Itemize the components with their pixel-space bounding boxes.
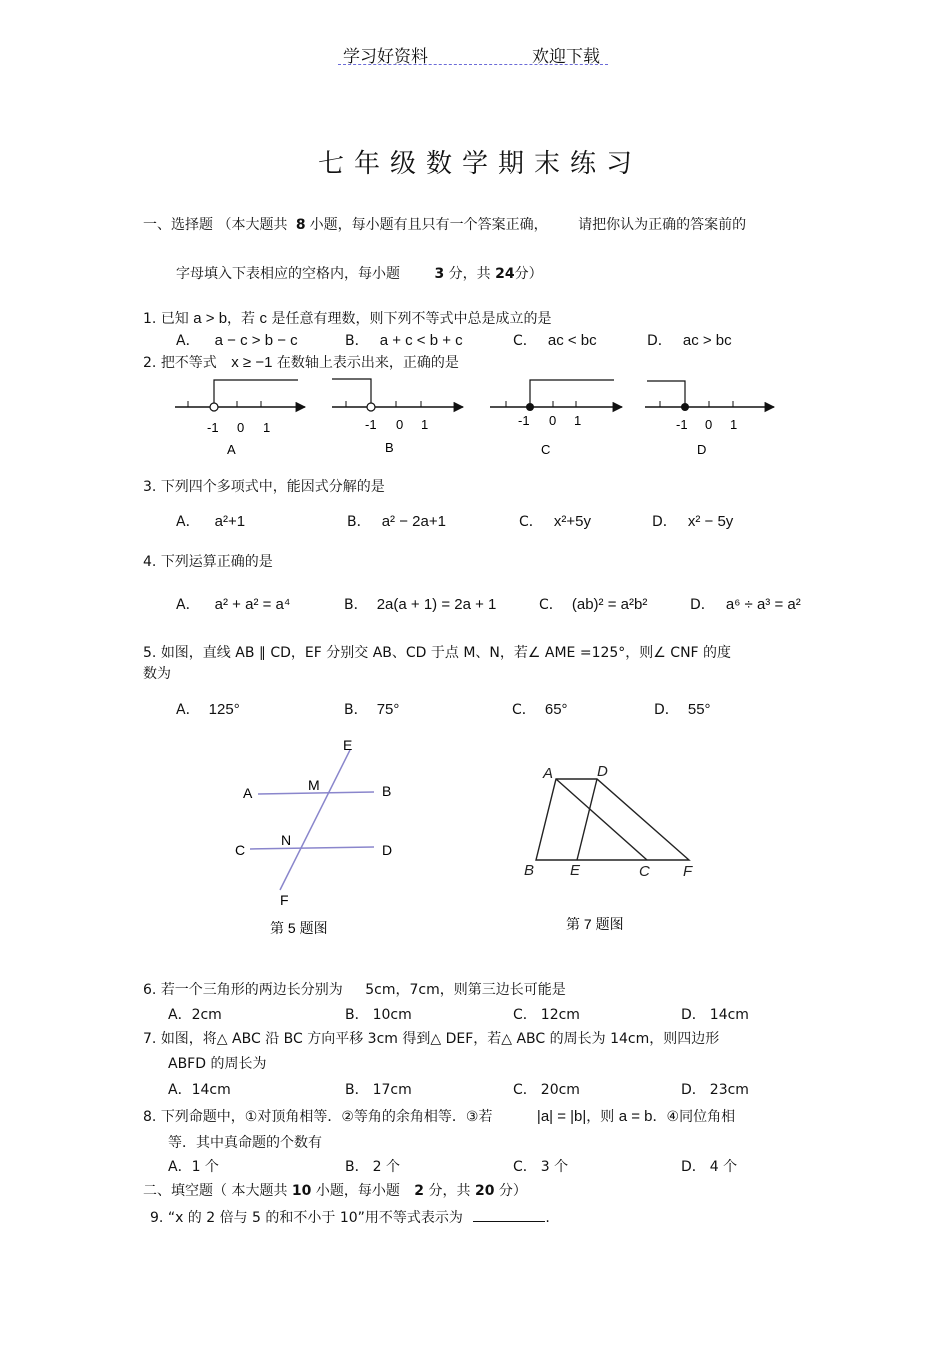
line-cd xyxy=(250,847,374,849)
q6-option-d: D． 14cm xyxy=(681,1007,749,1023)
option-label: B xyxy=(385,440,394,455)
point-label: C xyxy=(639,863,650,880)
header-left: 学习好资料 xyxy=(343,47,428,67)
q8-stem xyxy=(143,1106,735,1126)
tick-label: 1 xyxy=(730,417,738,432)
numberline-b xyxy=(332,379,463,455)
s1-count: 8 xyxy=(295,217,306,233)
q4-option-d: D． a⁶ ÷ a³ = a² xyxy=(690,596,801,613)
tick-label: 1 xyxy=(574,413,582,428)
q1-text-b: ，若 xyxy=(227,311,256,327)
q4-text: 下列运算正确的是 xyxy=(160,554,273,570)
q6-text-a: 若一个三角形的两边长分别为 xyxy=(160,982,343,998)
header-right: 欢迎下载 xyxy=(532,47,600,67)
s2-text-e: 分，共 xyxy=(428,1183,471,1199)
q9-answer-blank[interactable] xyxy=(473,1221,545,1222)
q3-option-c: C． x²+5y xyxy=(519,513,591,530)
page-title: 七年级数学期末练习 xyxy=(318,149,643,179)
q7-option-b: B． 17cm xyxy=(345,1082,412,1098)
figure-q5 xyxy=(235,737,392,908)
q1-text-a: 已知 xyxy=(160,311,189,327)
q8-option-d: D． 4 个 xyxy=(681,1159,738,1175)
point-label: B xyxy=(382,783,392,799)
s1-text2-a: 字母填入下表相应的空格内，每小题 xyxy=(176,266,400,282)
q9-stem xyxy=(150,1207,550,1227)
section1-line1 xyxy=(143,214,746,234)
q2-number-lines xyxy=(0,370,950,465)
figures xyxy=(0,730,950,945)
q6-stem xyxy=(143,979,566,999)
q6-option-a: A．2cm xyxy=(168,1007,222,1023)
point-label: M xyxy=(308,777,320,793)
tick-label: -1 xyxy=(365,417,377,432)
q3-text: 下列四个多项式中，能因式分解的是 xyxy=(160,479,385,495)
q1-option-b: B． a + c < b + c xyxy=(345,332,463,349)
q2-text-b: 在数轴上表示出来，正确的是 xyxy=(276,355,459,371)
point-label: C xyxy=(235,842,246,858)
q2-num: 2. xyxy=(143,355,157,371)
point-label: B xyxy=(524,862,535,879)
point-label: D xyxy=(382,842,393,858)
q8-expr: |a| = |b| xyxy=(536,1108,587,1125)
q7-stem xyxy=(143,1028,719,1048)
q5-num: 5. xyxy=(143,645,157,661)
q8-option-b: B． 2 个 xyxy=(345,1159,400,1175)
q1-option-d: D． ac > bc xyxy=(647,332,732,349)
point-label: E xyxy=(343,737,353,753)
q8-text-c: ．④同位角相 xyxy=(652,1109,736,1125)
q7-option-c: C． 20cm xyxy=(513,1082,580,1098)
q8-stem-line2: 等．其中真命题的个数有 xyxy=(168,1135,322,1151)
s2-count: 10 xyxy=(291,1183,312,1199)
q9-text: “x 的 2 倍与 5 的和不小于 10”用不等式表示为 xyxy=(167,1210,463,1226)
q5-option-d: D． 55° xyxy=(654,701,711,718)
tick-label: -1 xyxy=(518,413,530,428)
option-label: C xyxy=(541,442,551,457)
q3-option-a: A． a²+1 xyxy=(176,513,246,530)
numberline-c xyxy=(490,380,622,457)
s1-text-c: 小题，每小题有且只有一个答案正确， xyxy=(309,217,548,233)
q9-end: . xyxy=(545,1210,550,1226)
option-label: D xyxy=(697,442,707,457)
s2-text-a: 二、填空题（ 本大题共 xyxy=(143,1183,288,1199)
s1-text2-e: 分） xyxy=(514,266,543,282)
tick-label: 1 xyxy=(263,420,271,435)
q2-expr: x ≥ −1 xyxy=(231,354,273,371)
q3-option-d: D． x² − 5y xyxy=(652,513,734,530)
point-label: F xyxy=(683,863,693,880)
tick-label: -1 xyxy=(207,420,219,435)
q8-option-a: A．1 个 xyxy=(168,1159,219,1175)
q1-expr: a > b xyxy=(193,310,228,327)
q6-num: 6. xyxy=(143,982,157,998)
q5-option-c: C． 65° xyxy=(512,701,568,718)
q3-stem xyxy=(143,476,385,496)
point-label: N xyxy=(281,832,292,848)
tick-label: 0 xyxy=(237,420,245,435)
q8-text-b: ，则 xyxy=(586,1109,615,1125)
q1-option-a: A． a − c > b − c xyxy=(176,332,298,349)
s1-total: 24 xyxy=(495,266,515,282)
s1-text2-c: 分，共 xyxy=(448,266,491,282)
q1-option-c: C． ac < bc xyxy=(513,332,597,349)
q7-text: 如图，将△ ABC 沿 BC 方向平移 3cm 得到△ DEF，若△ ABC 的周长为 14cm，则四边形 xyxy=(160,1031,720,1047)
s2-text-g: 分） xyxy=(498,1183,527,1199)
fig7-caption: 第 7 题图 xyxy=(566,916,624,932)
point-label: E xyxy=(570,862,581,879)
q4-num: 4. xyxy=(143,554,157,570)
segment-ac xyxy=(556,779,647,860)
tick-label: 1 xyxy=(421,417,429,432)
point-label: A xyxy=(543,765,554,782)
q8-expr2: a = b xyxy=(618,1108,653,1125)
s2-total: 20 xyxy=(474,1183,495,1199)
section1-line2 xyxy=(176,263,543,283)
q7-stem-line2: ABFD 的周长为 xyxy=(168,1056,267,1072)
tick-label: -1 xyxy=(676,417,688,432)
s2-text-c: 小题，每小题 xyxy=(315,1183,400,1199)
q5-stem xyxy=(143,642,731,662)
q6-option-b: B． 10cm xyxy=(345,1007,412,1023)
q6-option-c: C． 12cm xyxy=(513,1007,580,1023)
q1-num: 1. xyxy=(143,311,157,327)
q1-text-c: 是任意有理数，则下列不等式中总是成立的是 xyxy=(271,311,552,327)
point-label: D xyxy=(597,763,608,780)
q9-num: 9. xyxy=(150,1210,164,1226)
q5-option-b: B． 75° xyxy=(344,701,400,718)
q7-num: 7. xyxy=(143,1031,157,1047)
q7-option-a: A．14cm xyxy=(168,1082,231,1098)
q2-stem xyxy=(143,352,459,372)
q4-option-b: B． 2a(a + 1) = 2a + 1 xyxy=(344,596,497,613)
q6-text-b: 5cm，7cm，则第三边长可能是 xyxy=(365,982,566,998)
q3-num: 3. xyxy=(143,479,157,495)
q5-text: 如图，直线 AB ∥ CD，EF 分别交 AB、CD 于点 M、N，若∠ AME =125°，则∠ CNF 的度 xyxy=(160,645,732,661)
s1-text-d: 请把你认为正确的答案前的 xyxy=(578,217,747,233)
s1-text-a: 一、选择题 （本大题共 xyxy=(143,217,288,233)
fig5-caption: 第 5 题图 xyxy=(270,920,328,936)
tick-label: 0 xyxy=(549,413,557,428)
tick-label: 0 xyxy=(705,417,713,432)
q3-option-b: B． a² − 2a+1 xyxy=(347,513,446,530)
q1-var: c xyxy=(259,310,267,327)
q4-option-c: C． (ab)² = a²b² xyxy=(539,596,648,613)
s1-points: 3 xyxy=(434,266,445,282)
numberline-a xyxy=(175,380,305,457)
numberline-d xyxy=(645,381,774,457)
point-label: F xyxy=(280,892,289,908)
q2-text-a: 把不等式 xyxy=(160,355,217,371)
section2-heading xyxy=(143,1180,527,1200)
figure-q7 xyxy=(536,779,689,860)
q5-stem-line2: 数为 xyxy=(143,666,171,682)
q4-stem xyxy=(143,551,273,571)
q4-option-a: A． a² + a² = a⁴ xyxy=(176,596,291,613)
q8-option-c: C． 3 个 xyxy=(513,1159,569,1175)
option-label: A xyxy=(227,442,236,457)
q8-num: 8. xyxy=(143,1109,157,1125)
q5-option-a: A． 125° xyxy=(176,701,240,718)
point-label: A xyxy=(243,785,253,801)
tick-label: 0 xyxy=(396,417,404,432)
q8-text-a: 下列命题中，①对顶角相等．②等角的余角相等．③若 xyxy=(160,1109,493,1125)
header-divider xyxy=(338,64,608,65)
segment-de xyxy=(577,779,597,860)
quad-abfd xyxy=(536,779,689,860)
line-ef xyxy=(280,750,350,890)
q1-stem xyxy=(143,308,551,328)
q7-option-d: D． 23cm xyxy=(681,1082,749,1098)
s2-points: 2 xyxy=(414,1183,425,1199)
